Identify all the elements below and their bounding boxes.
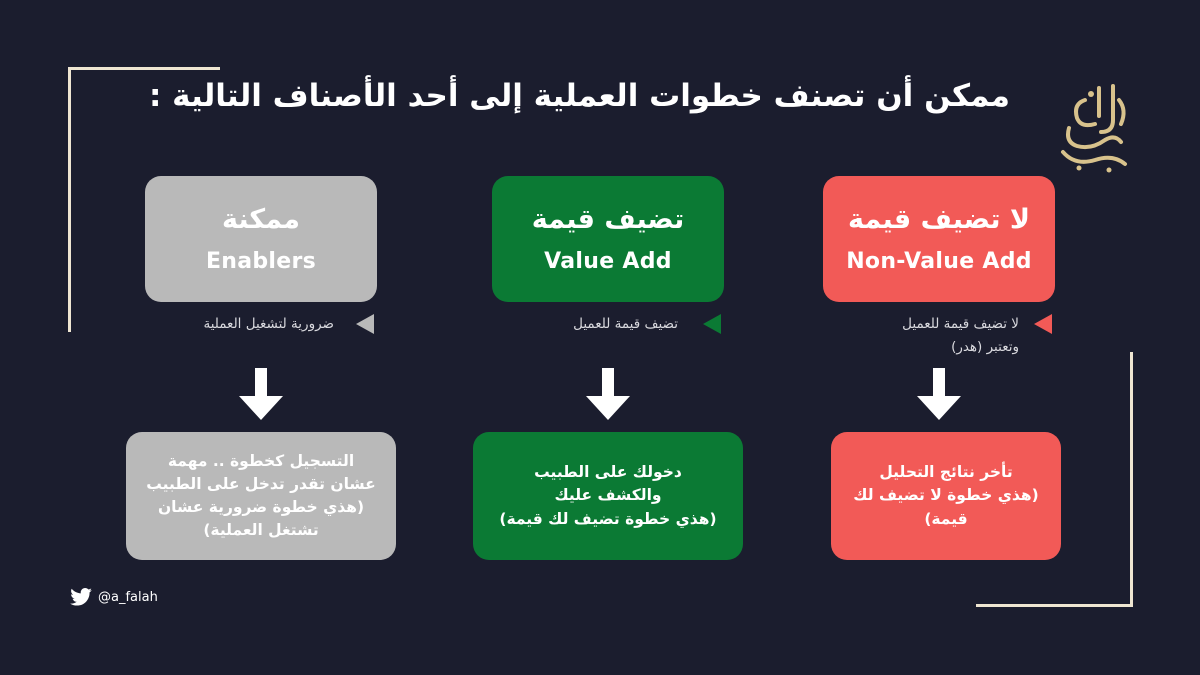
category-note-non-value-add: لا تضيف قيمة للعميل وتعتبر (هدر) bbox=[902, 316, 1019, 355]
category-card-value-add bbox=[492, 176, 724, 302]
frame-bottom-right-vertical bbox=[1130, 352, 1133, 607]
twitter-handle-text: @a_falah bbox=[98, 589, 158, 605]
category-title-en: Non-Value Add bbox=[846, 248, 1032, 274]
category-note-value-add: تضيف قيمة للعميل bbox=[573, 316, 678, 332]
example-card-non-value-add bbox=[831, 432, 1061, 560]
calligraphy-logo bbox=[1055, 80, 1133, 175]
down-arrow-icon bbox=[917, 368, 961, 420]
category-title-ar: لا تضيف قيمة bbox=[848, 204, 1030, 236]
example-text: دخولك على الطبيب والكشف عليك (هذي خطوة تضيف لك قيمة) bbox=[499, 463, 717, 528]
frame-top-left-horizontal bbox=[68, 67, 220, 70]
frame-top-left-vertical bbox=[68, 67, 71, 332]
example-text: تأخر نتائج التحليل (هذي خطوة لا تضيف لك قيمة) bbox=[853, 463, 1039, 528]
category-card-non-value-add bbox=[823, 176, 1055, 302]
pointer-triangle-icon bbox=[703, 314, 721, 334]
example-card-value-add bbox=[473, 432, 743, 560]
twitter-handle[interactable] bbox=[70, 588, 158, 606]
category-title-ar: تضيف قيمة bbox=[531, 204, 685, 236]
pointer-triangle-icon bbox=[356, 314, 374, 334]
twitter-icon bbox=[70, 588, 92, 606]
down-arrow-icon bbox=[586, 368, 630, 420]
example-card-enablers bbox=[126, 432, 396, 560]
category-card-enablers bbox=[145, 176, 377, 302]
category-title-en: Enablers bbox=[205, 248, 317, 274]
page-title: ممكن أن تصنف خطوات العملية إلى أحد الأصناف التالية : bbox=[148, 78, 1010, 114]
category-title-ar: ممكنة bbox=[222, 204, 300, 236]
category-note-enablers: ضرورية لتشغيل العملية bbox=[203, 316, 334, 332]
frame-bottom-right-horizontal bbox=[976, 604, 1133, 607]
example-text: التسجيل كخطوة .. مهمة عشان تقدر تدخل على الطبيب (هذي خطوة ضرورية عشان تشتغل العملية) bbox=[146, 451, 376, 540]
pointer-triangle-icon bbox=[1034, 314, 1052, 334]
category-title-en: Value Add bbox=[544, 248, 672, 274]
down-arrow-icon bbox=[239, 368, 283, 420]
